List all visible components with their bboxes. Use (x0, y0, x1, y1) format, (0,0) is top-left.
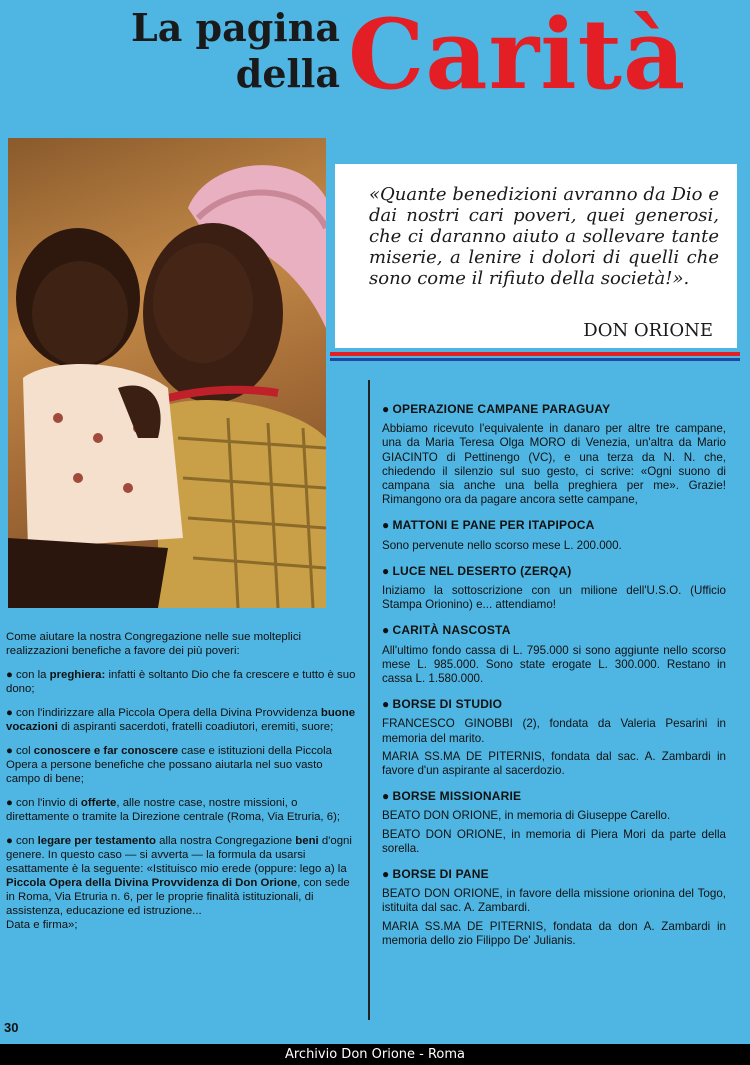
item-text: con l'indirizzare alla Piccola Opera della Divina Provvidenza (16, 707, 321, 719)
section-title: ● BORSE MISSIONARIE (382, 789, 522, 804)
quote-box (335, 164, 737, 348)
item-bold: Piccola Opera della Divina Provvidenza di Don Orione (6, 877, 298, 889)
section-text: BEATO DON ORIONE, in favore della missione orionina del Togo, istituita dal sac. A. Zambardi. (382, 887, 726, 915)
item-text: con (16, 835, 38, 847)
title-line-2: della (235, 51, 340, 96)
list-item (6, 706, 358, 734)
item-text: alla nostra Congregazione (155, 835, 296, 847)
title-line-1: La pagina (130, 5, 340, 50)
section-title: ● BORSE DI STUDIO (382, 697, 503, 712)
section-title: ● CARITÀ NASCOSTA (382, 623, 511, 638)
item-text: case e istituzioni della Piccola Opera a persone benefiche che possano aiutarla nel suo vasto campo di bene; (6, 745, 332, 785)
section-borse-missionarie (382, 789, 726, 856)
list-item-testament (6, 834, 358, 932)
item-text: , con sede in Roma, Via Etruria n. 6, per le proprie finalità istituzionali, di assistenza, educazione ed istruzione... (6, 877, 350, 917)
column-divider (368, 380, 370, 1020)
section-text: MARIA SS.MA DE PITERNIS, fondata dal sac. A. Zambardi in favore d'un aspirante al sacerdozio. (382, 749, 726, 778)
list-item (6, 668, 358, 696)
quote-text: «Quante benedizioni avranno da Dio e dai nostri cari poveri, quei generosi, che ci daranno aiuto a sollevare tante miserie, a lenire i dolori di quelli che sono come il rifiuto della società!». (369, 184, 719, 289)
section-borse-studio (382, 697, 726, 778)
list-item (6, 796, 358, 824)
section-text: BEATO DON ORIONE, in memoria di Piera Mori da parte della sorella. (382, 827, 726, 855)
blue-divider (330, 358, 740, 361)
right-column (382, 402, 726, 959)
bullet-icon: ● (382, 563, 390, 578)
title-carita: Carità (348, 0, 687, 111)
section-title: ● LUCE NEL DESERTO (ZERQA) (382, 563, 572, 578)
item-bold: preghiera: (49, 669, 106, 681)
bullet-icon: ● (382, 789, 390, 804)
red-divider (330, 352, 740, 356)
list-item (6, 744, 358, 786)
item-text: con l'invio di (16, 797, 81, 809)
section-carita-nascosta (382, 623, 726, 686)
section-title: ● OPERAZIONE CAMPANE PARAGUAY (382, 402, 611, 416)
left-column (6, 630, 358, 942)
page-number: 30 (4, 1020, 19, 1035)
bullet-icon: ● (382, 518, 390, 533)
quote-author: DON ORIONE (583, 320, 713, 341)
section-borse-pane (382, 867, 726, 948)
section-text: All'ultimo fondo cassa di L. 795.000 si sono aggiunte nello scorso mese L. 985.000. Sono state erogate L. 300.000. Restano in cassa L. 1.580.000. (382, 643, 726, 686)
section-mattoni (382, 518, 726, 552)
section-text: Abbiamo ricevuto l'equivalente in danaro per altre tre campane, una da Maria Teresa Olga MORO di Venezia, un'altra da Mario GIACINTO di Pettinengo (VC), e una terza da N. N. che, chiedendo il silenzio sul suo gesto, ci scrive: «Ogni suono di campana sia anche una bella preghiera per me». Grazie! Rimangono ora da pagare ancora sette campane, (382, 422, 726, 507)
item-text: d'ogni genere. In questo caso — si avverta — la formula da usarsi esattamente è la seguente: «Istituisco mio erede (oppure: lego a) la (6, 835, 352, 875)
section-text: Sono pervenute nello scorso mese L. 200.000. (382, 538, 622, 552)
item-bold: conoscere e far conoscere (33, 745, 179, 757)
section-text: BEATO DON ORIONE, in memoria di Giuseppe Carello. (382, 809, 671, 823)
item-text: infatti è soltanto Dio che fa crescere e tutto è suo dono; (6, 669, 356, 695)
bullet-icon: ● (382, 697, 390, 712)
item-bold: offerte (80, 797, 117, 809)
section-luce (382, 564, 726, 613)
item-text: , alle nostre case, nostre missioni, o direttamente o tramite la Direzione centrale (Roma, Via Etruria, 6); (6, 797, 341, 823)
section-campane (382, 402, 726, 507)
item-bold: buone vocazioni (6, 707, 356, 733)
item-bold: legare per testamento (37, 835, 156, 847)
intro-text: Come aiutare la nostra Congregazione nelle sue molteplici realizzazioni benefiche a favore dei più poveri: (6, 631, 302, 657)
section-text: Iniziamo la sottoscrizione con un milione dell'U.S.O. (Ufficio Stampa Orionino) e... attendiamo! (382, 584, 726, 612)
section-title: ● BORSE DI PANE (382, 867, 489, 882)
item-bold: beni (295, 835, 319, 847)
item-text: con la (16, 669, 50, 681)
archive-caption: Archivio Don Orione - Roma (0, 1044, 750, 1065)
bullet-icon: ● (382, 402, 390, 416)
section-title: ● MATTONI E PANE PER ITAPIPOCA (382, 518, 595, 533)
item-text: col (16, 745, 34, 757)
mother-child-photo (8, 138, 326, 608)
bullet-icon: ● (382, 867, 390, 882)
section-text: FRANCESCO GINOBBI (2), fondata da Valeria Pesarini in memoria del marito. (382, 717, 726, 745)
date-signature: Data e firma»; (6, 919, 78, 931)
bullet-icon: ● (382, 623, 390, 638)
section-text: MARIA SS.MA DE PITERNIS, fondata da don A. Zambardi in memoria dello zio Filippo De' Julianis. (382, 919, 726, 947)
item-text: di aspiranti sacerdoti, fratelli coadiutori, eremiti, suore; (57, 721, 334, 733)
